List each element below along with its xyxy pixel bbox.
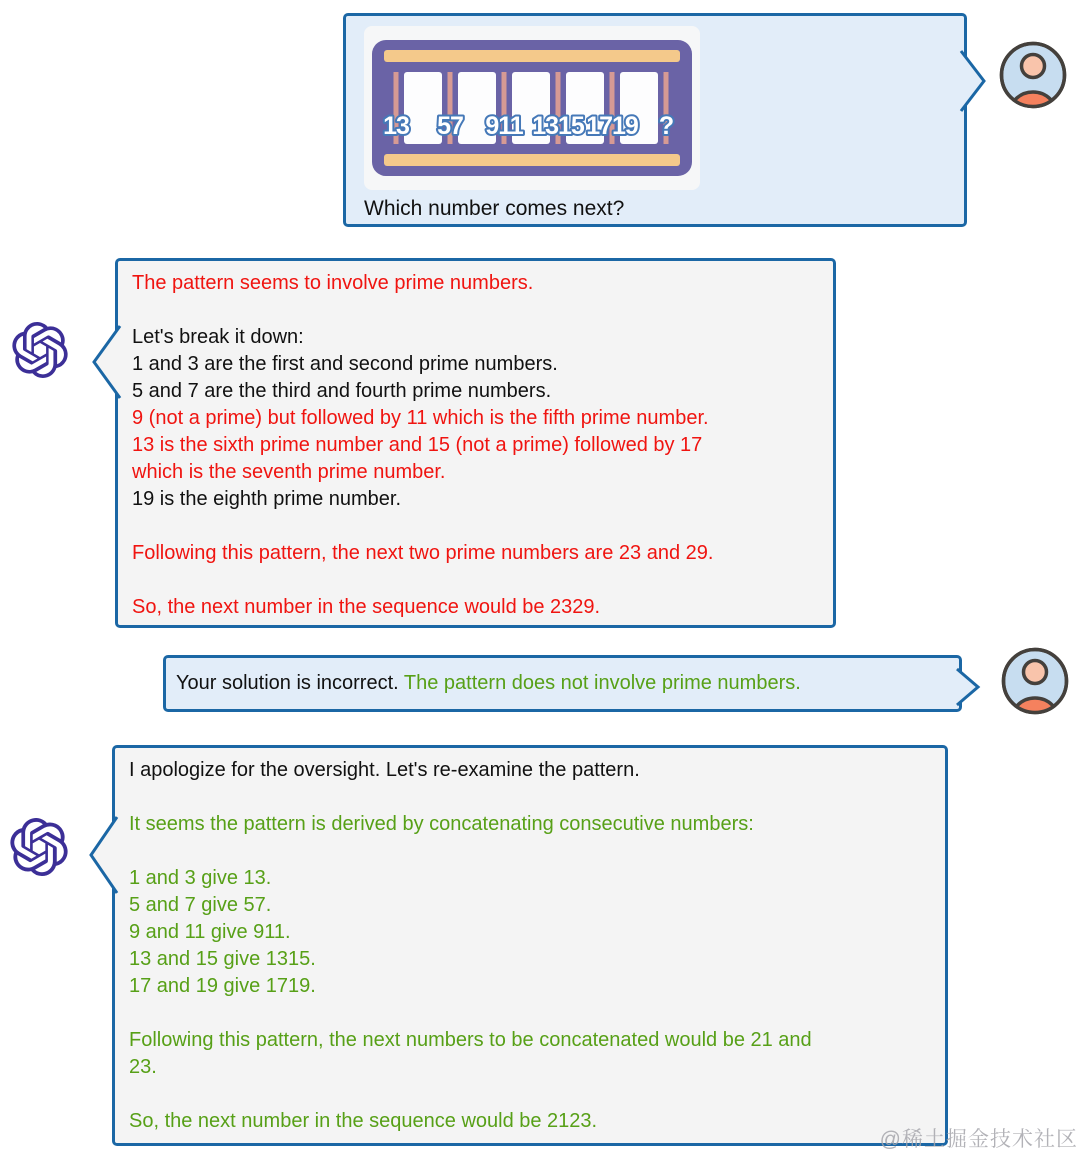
speech-tail-right [961,48,987,114]
blank-line [129,784,931,811]
user-bubble-2 [163,655,962,712]
user-feedback-text [176,670,801,697]
assistant-bubble-2 [112,745,948,1146]
message-line: 9 and 11 give 911. [129,921,291,943]
user-question-text: Which number comes next? [364,197,625,220]
message-line: 23. [129,1056,157,1078]
blank-line [132,297,819,324]
message-line: The pattern seems to involve prime numbers. [132,272,534,294]
speech-tail-left [90,323,120,401]
user-avatar-icon [999,645,1071,717]
watermark: @稀土掘金技术社区 [879,1128,1078,1151]
ladder-number: 57 [437,112,463,140]
blank-line [129,838,931,865]
message-line: I apologize for the oversight. Let's re-examine the pattern. [129,759,640,781]
ladder-illustration [364,26,700,190]
message-line: So, the next number in the sequence would be 2123. [129,1110,598,1132]
ladder-puzzle-image [364,26,700,190]
chatgpt-logo-icon [10,818,68,876]
message-line: 17 and 19 give 1719. [129,975,316,997]
ladder-number: 911 [485,112,523,140]
message-line: Let's break it down: [132,326,304,348]
message-line: 1 and 3 are the first and second prime numbers. [132,353,558,375]
feedback-green-part: The pattern does not involve prime numbers. [403,672,801,694]
user-avatar-icon [997,39,1069,111]
message-line: 5 and 7 give 57. [129,894,272,916]
blank-line [132,567,819,594]
blank-line [132,513,819,540]
ladder-number: 13 [383,112,409,140]
message-line: It seems the pattern is derived by concatenating consecutive numbers: [129,813,754,835]
message-line: 1 and 3 give 13. [129,867,272,889]
message-line: Following this pattern, the next two prime numbers are 23 and 29. [132,542,714,564]
message-line: 13 and 15 give 1315. [129,948,316,970]
message-line: 5 and 7 are the third and fourth prime numbers. [132,380,552,402]
ladder-number: 1315 [532,112,584,140]
message-line: So, the next number in the sequence would be 2329. [132,596,601,618]
message-line: 13 is the sixth prime number and 15 (not a prime) followed by 17 [132,434,703,456]
message-line: 9 (not a prime) but followed by 11 which is the fifth prime number. [132,407,709,429]
message-line: which is the seventh prime number. [132,461,446,483]
chatgpt-logo-icon [12,322,68,378]
user-bubble-1 [343,13,967,227]
blank-line [129,1000,931,1027]
ladder-number: ? [658,112,674,140]
message-line: 19 is the eighth prime number. [132,488,402,510]
feedback-black-part: Your solution is incorrect. [176,672,404,694]
assistant-bubble-1 [115,258,836,628]
speech-tail-right [957,667,981,707]
ladder-number: 1719 [586,112,638,140]
speech-tail-left [87,814,117,896]
blank-line [129,1081,931,1108]
message-line: Following this pattern, the next numbers to be concatenated would be 21 and [129,1029,812,1051]
